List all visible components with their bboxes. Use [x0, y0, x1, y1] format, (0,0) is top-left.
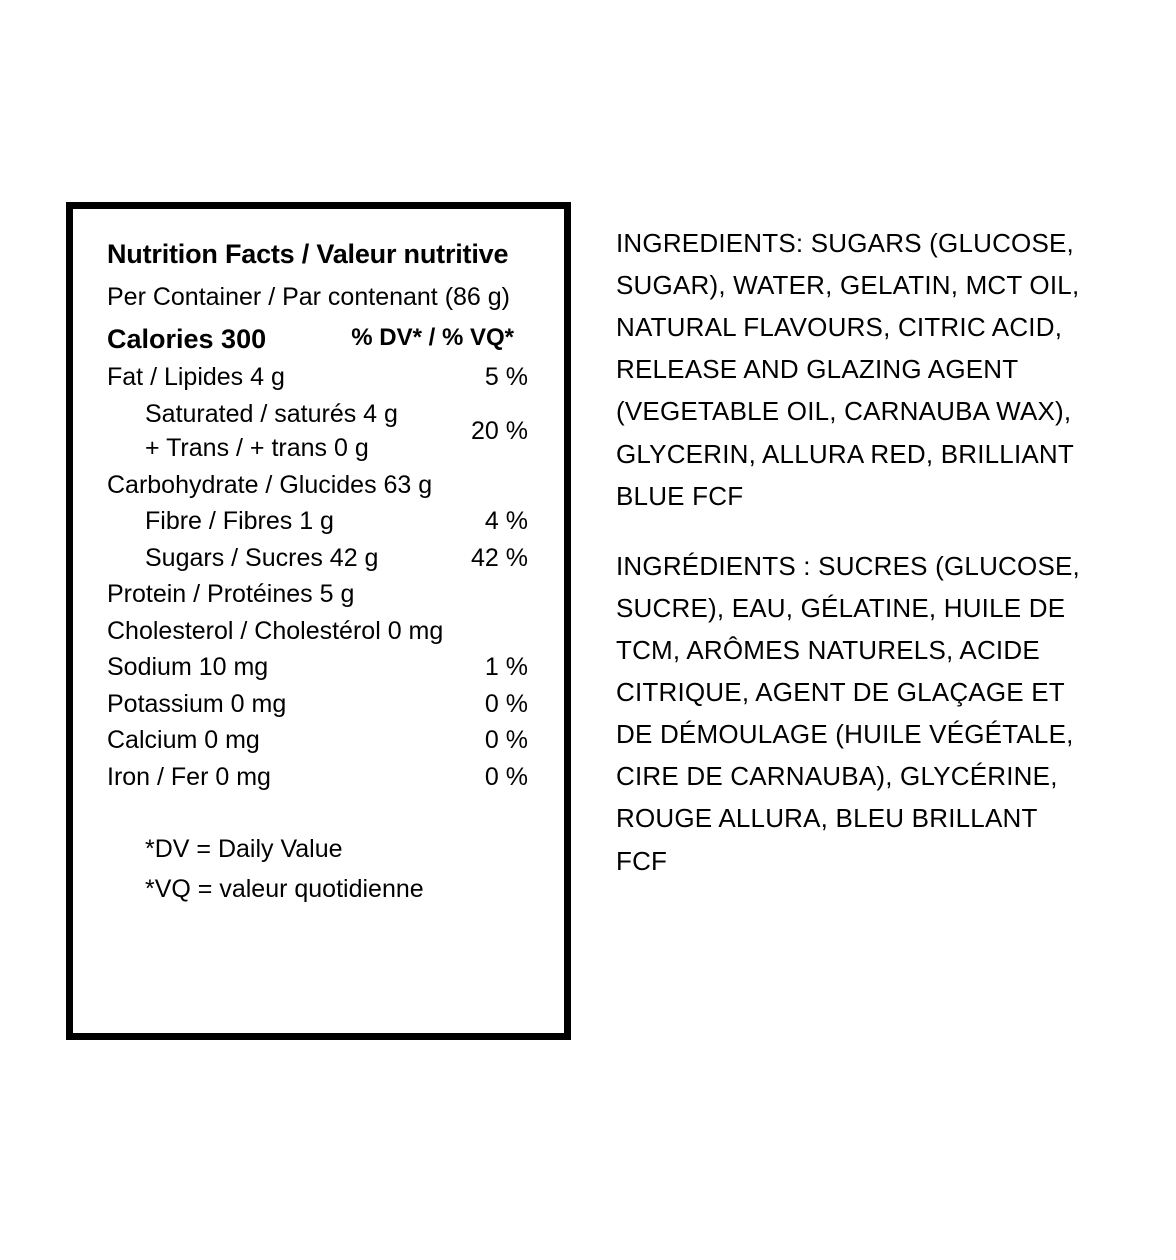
- nutrition-facts-panel: [66, 202, 571, 1040]
- ingredients-english: INGREDIENTS: SUGARS (GLUCOSE, SUGAR), WATER, GELATIN, MCT OIL, NATURAL FLAVOURS, CITRIC ACID, RELEASE AND GLAZING AGENT (VEGETABLE OIL, CARNAUBA WAX), GLYCERIN, ALLURA RED, BRILLIANT BLUE FCF: [616, 228, 1080, 511]
- serving-size-text: Per Container / Par contenant (86 g): [107, 283, 511, 311]
- footnote-daily-value: *DV = Daily Value: [145, 835, 343, 864]
- nutrient-label-trans: + Trans / + trans 0 g: [145, 434, 369, 463]
- nutrient-row-cholesterol: [107, 614, 538, 649]
- nutrient-value: 1 %: [484, 653, 528, 682]
- nutrient-value: 4 %: [484, 507, 528, 536]
- nutrient-row-potassium: [107, 687, 538, 722]
- ingredients-french: INGRÉDIENTS : SUCRES (GLUCOSE, SUCRE), EAU, GÉLATINE, HUILE DE TCM, ARÔMES NATURELS, ACIDE CITRIQUE, AGENT DE GLAÇAGE ET DE DÉMOULAGE (HUILE VÉGÉTALE, CIRE DE CARNAUBA), GLYCÉRINE, ROUGE ALLURA, BLEU BRILLANT FCF: [616, 550, 1080, 876]
- nutrient-value: 0 %: [484, 689, 528, 718]
- nutrient-value: 0 %: [484, 762, 528, 791]
- nutrient-row-fibre: [107, 504, 538, 539]
- nutrient-row-protein: [107, 577, 538, 612]
- daily-value-header: % DV* / % VQ*: [351, 324, 514, 351]
- nutrient-label-saturated: Saturated / saturés 4 g: [145, 399, 398, 428]
- nutrient-label: Calcium 0 mg: [107, 726, 260, 755]
- nutrient-label: Sodium 10 mg: [107, 653, 269, 682]
- nutrient-value: 42 %: [471, 543, 528, 572]
- nutrient-label: Carbohydrate / Glucides 63 g: [107, 470, 433, 499]
- nutrient-row-saturated-trans: [107, 397, 538, 466]
- nutrient-label: Iron / Fer 0 mg: [107, 762, 271, 791]
- nutrient-label-block: [107, 397, 398, 466]
- nutrient-value: 20 %: [471, 416, 528, 445]
- nutrient-label: Fat / Lipides 4 g: [107, 363, 285, 392]
- footnotes: [107, 830, 538, 909]
- ingredients-block: [616, 222, 1086, 910]
- nutrition-facts-title: Nutrition Facts / Valeur nutritive: [107, 239, 509, 269]
- nutrient-value: 0 %: [484, 726, 528, 755]
- nutrition-facts-content: [73, 209, 564, 909]
- nutrient-label: Fibre / Fibres 1 g: [145, 507, 334, 536]
- calories-label: Calories 300: [107, 324, 267, 354]
- nutrient-label: Protein / Protéines 5 g: [107, 580, 355, 609]
- nutrient-row-carbohydrate: [107, 468, 538, 503]
- nutrient-row-iron: [107, 760, 538, 795]
- nutrient-label: Cholesterol / Cholestérol 0 mg: [107, 616, 444, 645]
- footnote-valeur-quotidienne: *VQ = valeur quotidienne: [145, 874, 424, 903]
- nutrient-label: Potassium 0 mg: [107, 689, 287, 718]
- nutrient-row-fat: [107, 360, 538, 395]
- nutrient-label: Sugars / Sucres 42 g: [145, 543, 379, 572]
- nutrient-row-sugars: [107, 541, 538, 576]
- calories-row: [107, 321, 538, 358]
- nutrient-value: 5 %: [484, 363, 528, 392]
- nutrient-row-calcium: [107, 723, 538, 758]
- nutrient-row-sodium: [107, 650, 538, 685]
